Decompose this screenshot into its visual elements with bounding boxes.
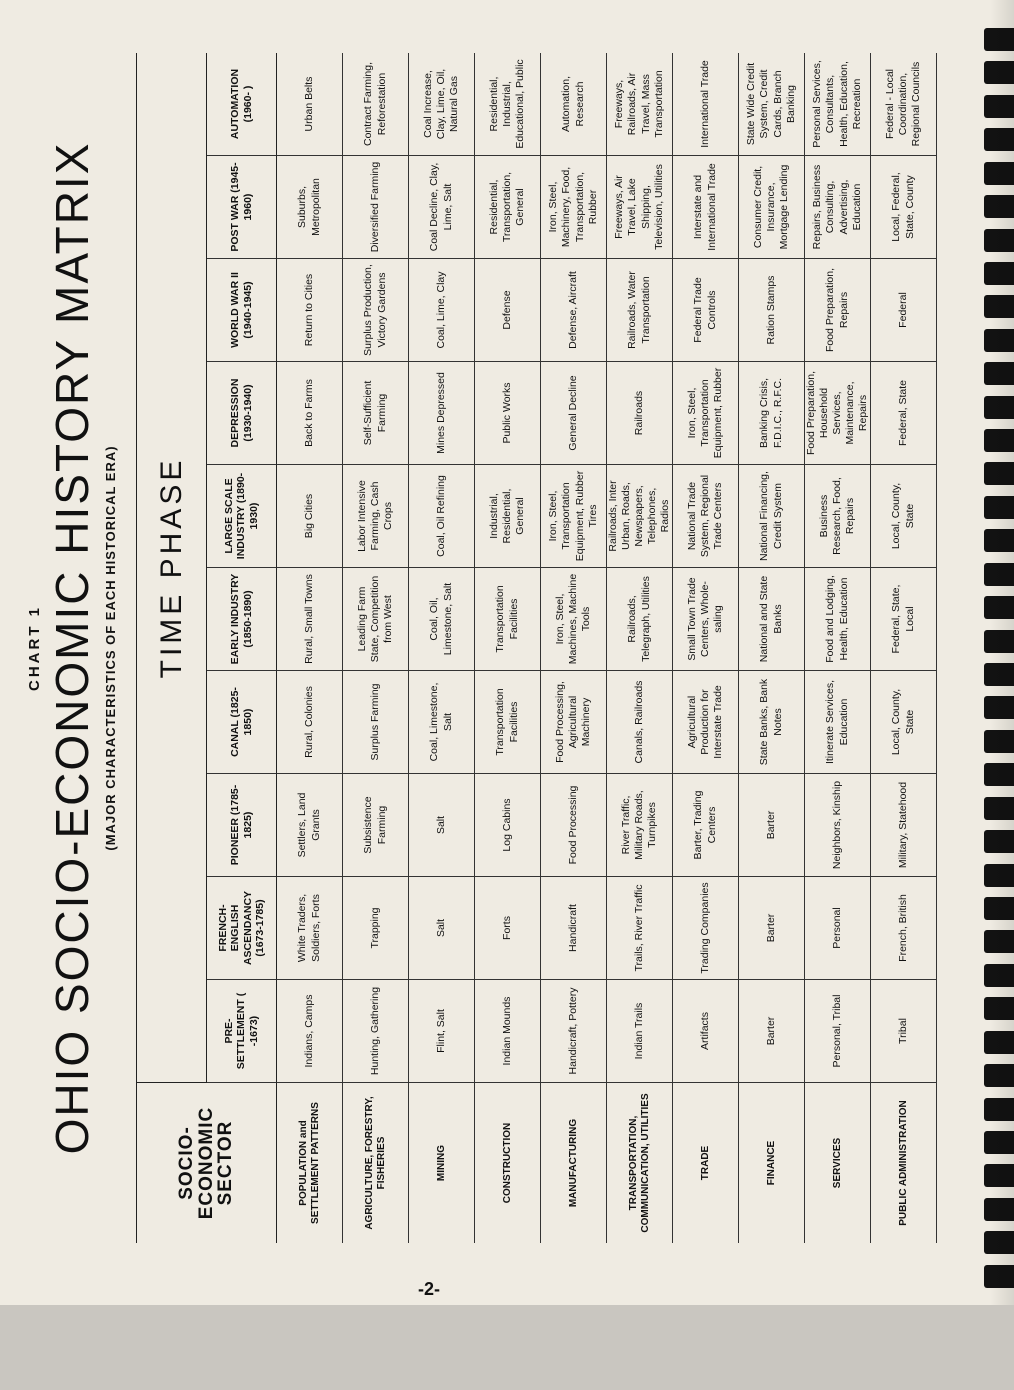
matrix-cell: Banking Crisis, F.D.I.C., R.F.C. bbox=[739, 362, 805, 465]
binding-ring bbox=[984, 1064, 1014, 1087]
matrix-cell: Urban Belts bbox=[277, 53, 343, 156]
matrix-cell: Railroads, Telegraph, Utilities bbox=[607, 568, 673, 671]
matrix-cell: Salt bbox=[409, 877, 475, 980]
matrix-cell: French, British bbox=[871, 877, 937, 980]
sector-row-header: AGRICULTURE, FORESTRY, FISHERIES bbox=[343, 1083, 409, 1243]
binding-ring bbox=[984, 429, 1014, 452]
sector-row-header: POPULATION and SETTLEMENT PATTERNS bbox=[277, 1083, 343, 1243]
matrix-cell: Coal, Lime, Clay bbox=[409, 259, 475, 362]
matrix-cell: Hunting, Gathering bbox=[343, 980, 409, 1083]
binding-ring bbox=[984, 229, 1014, 252]
chart-number: CHART 1 bbox=[26, 605, 43, 692]
matrix-cell: Interstate and International Trade bbox=[673, 156, 739, 259]
matrix-cell: Settlers, Land Grants bbox=[277, 774, 343, 877]
binding-ring bbox=[984, 830, 1014, 853]
matrix-cell: Return to Cities bbox=[277, 259, 343, 362]
history-matrix-table bbox=[136, 53, 937, 1243]
binding-ring bbox=[984, 1164, 1014, 1187]
matrix-cell: Trading Companies bbox=[673, 877, 739, 980]
matrix-cell: Neighbors, Kinship bbox=[805, 774, 871, 877]
matrix-cell: National and State Banks bbox=[739, 568, 805, 671]
matrix-cell: Federal bbox=[871, 259, 937, 362]
matrix-cell: Indian Mounds bbox=[475, 980, 541, 1083]
phase-header: LARGE SCALE INDUSTRY (1890-1930) bbox=[207, 465, 277, 568]
matrix-cell: Personal Services, Consultants, Health, Education, Recreation bbox=[805, 53, 871, 156]
matrix-cell: Handicraft, Pottery bbox=[541, 980, 607, 1083]
matrix-cell: Food Processing bbox=[541, 774, 607, 877]
matrix-cell: Federal, State bbox=[871, 362, 937, 465]
sector-row-header: CONSTRUCTION bbox=[475, 1083, 541, 1243]
binding-ring bbox=[984, 529, 1014, 552]
phase-header: CANAL (1825-1850) bbox=[207, 671, 277, 774]
sector-row-header: PUBLIC ADMINISTRATION bbox=[871, 1083, 937, 1243]
matrix-cell: Transportation Facilities bbox=[475, 568, 541, 671]
matrix-cell: Iron, Steel, Transportation Equipment, Rubber bbox=[673, 362, 739, 465]
matrix-cell: Agricultural Production for Interstate Trade bbox=[673, 671, 739, 774]
matrix-cell: Personal bbox=[805, 877, 871, 980]
page-title: OHIO SOCIO-ECONOMIC HISTORY MATRIX bbox=[46, 141, 98, 1155]
matrix-cell: General Decline bbox=[541, 362, 607, 465]
page-subtitle: (MAJOR CHARACTERISTICS OF EACH HISTORICAL ERA) bbox=[103, 445, 118, 851]
matrix-cell: Contract Farming, Reforestation bbox=[343, 53, 409, 156]
matrix-cell: Coal, Oil Refining bbox=[409, 465, 475, 568]
matrix-cell: Barter, Trading Centers bbox=[673, 774, 739, 877]
binding-ring bbox=[984, 462, 1014, 485]
binding-ring bbox=[984, 964, 1014, 987]
matrix-cell: Local, County, State bbox=[871, 671, 937, 774]
phase-header: POST WAR (1945-1960) bbox=[207, 156, 277, 259]
sector-row-header: TRADE bbox=[673, 1083, 739, 1243]
matrix-cell: Freeways, Railroads, Air Travel, Mass Transportation bbox=[607, 53, 673, 156]
matrix-cell: Artifacts bbox=[673, 980, 739, 1083]
binding-ring bbox=[984, 95, 1014, 118]
matrix-cell: Local, County, State bbox=[871, 465, 937, 568]
matrix-cell: Indian Trails bbox=[607, 980, 673, 1083]
matrix-cell: Coal Decline, Clay, Lime, Salt bbox=[409, 156, 475, 259]
binding-ring bbox=[984, 329, 1014, 352]
matrix-cell: Military, Statehood bbox=[871, 774, 937, 877]
binding-ring bbox=[984, 162, 1014, 185]
matrix-cell: Canals, Railroads bbox=[607, 671, 673, 774]
sector-row-header: FINANCE bbox=[739, 1083, 805, 1243]
matrix-cell: Rural, Small Towns bbox=[277, 568, 343, 671]
sector-row-header: SERVICES bbox=[805, 1083, 871, 1243]
matrix-cell: Public Works bbox=[475, 362, 541, 465]
matrix-cell: National Trade System, Regional Trade Centers bbox=[673, 465, 739, 568]
matrix-cell: Subsistence Farming bbox=[343, 774, 409, 877]
binding-ring bbox=[984, 663, 1014, 686]
matrix-cell: Trails, River Traffic bbox=[607, 877, 673, 980]
matrix-cell: Forts bbox=[475, 877, 541, 980]
matrix-cell: Surplus Production, Victory Gardens bbox=[343, 259, 409, 362]
binding-ring bbox=[984, 295, 1014, 318]
phase-header: PIONEER (1785-1825) bbox=[207, 774, 277, 877]
phase-header: AUTOMATION (1960- ) bbox=[207, 53, 277, 156]
binding-ring bbox=[984, 864, 1014, 887]
matrix-cell: Barter bbox=[739, 877, 805, 980]
matrix-cell: River Traffic, Military Roads, Turnpikes bbox=[607, 774, 673, 877]
sector-row-header: MANUFACTURING bbox=[541, 1083, 607, 1243]
matrix-cell: Mines Depressed bbox=[409, 362, 475, 465]
matrix-cell: Industrial, Residential, General bbox=[475, 465, 541, 568]
binding-ring bbox=[984, 1098, 1014, 1121]
matrix-cell: Indians, Camps bbox=[277, 980, 343, 1083]
matrix-cell: Local, Federal, State, County bbox=[871, 156, 937, 259]
page-number: -2- bbox=[418, 1279, 440, 1299]
binding-ring bbox=[984, 195, 1014, 218]
matrix-cell: Log Cabins bbox=[475, 774, 541, 877]
matrix-cell: National Financing, Credit System bbox=[739, 465, 805, 568]
binding-ring bbox=[984, 1265, 1014, 1288]
binding-ring bbox=[984, 630, 1014, 653]
matrix-cell: Transportation Facilities bbox=[475, 671, 541, 774]
binding-ring bbox=[984, 730, 1014, 753]
binding-ring bbox=[984, 1198, 1014, 1221]
matrix-cell: Barter bbox=[739, 980, 805, 1083]
binding-ring bbox=[984, 596, 1014, 619]
matrix-cell: International Trade bbox=[673, 53, 739, 156]
matrix-cell: Leading Farm State, Competition from West bbox=[343, 568, 409, 671]
sector-column-header: SOCIO-ECONOMIC SECTOR bbox=[137, 1083, 277, 1243]
sector-row-header: MINING bbox=[409, 1083, 475, 1243]
matrix-cell: Railroads, Water Transportation bbox=[607, 259, 673, 362]
binding-ring bbox=[984, 997, 1014, 1020]
matrix-cell: Big Cities bbox=[277, 465, 343, 568]
binding-ring bbox=[984, 696, 1014, 719]
matrix-cell: Railroads bbox=[607, 362, 673, 465]
matrix-cell: Salt bbox=[409, 774, 475, 877]
matrix-cell: Business Research, Food, Repairs bbox=[805, 465, 871, 568]
matrix-cell: Rural, Colonies bbox=[277, 671, 343, 774]
matrix-cell: Railroads, Inter Urban, Roads, Newspapers, Telephones, Radios bbox=[607, 465, 673, 568]
matrix-cell: Food Preparation, Repairs bbox=[805, 259, 871, 362]
matrix-cell: Coal, Limestone, Salt bbox=[409, 671, 475, 774]
matrix-cell: Coal Increase, Clay, Lime, Oil, Natural Gas bbox=[409, 53, 475, 156]
matrix-cell: Residential, Industrial, Educational, Public bbox=[475, 53, 541, 156]
rotated-chart-content bbox=[18, 13, 978, 1299]
matrix-cell: Freeways, Air Travel, Lake Shipping, Television, Utilities bbox=[607, 156, 673, 259]
matrix-cell: State Wide Credit System, Credit Cards, Branch Banking bbox=[739, 53, 805, 156]
matrix-cell: Food Preparation, Household Services, Maintenance, Repairs bbox=[805, 362, 871, 465]
sector-row-header: TRANSPORTATION, COMMUNICATION, UTILITIES bbox=[607, 1083, 673, 1243]
matrix-cell: Food Processing, Agricultural Machinery bbox=[541, 671, 607, 774]
matrix-cell: Iron, Steel, Machines, Machine Tools bbox=[541, 568, 607, 671]
matrix-cell: Defense bbox=[475, 259, 541, 362]
phase-header: EARLY INDUSTRY (1850-1890) bbox=[207, 568, 277, 671]
binding-ring bbox=[984, 930, 1014, 953]
matrix-cell: Suburbs, Metropolitan bbox=[277, 156, 343, 259]
matrix-cell: Consumer Credit, Insurance, Mortgage Lending bbox=[739, 156, 805, 259]
matrix-cell: Surplus Farming bbox=[343, 671, 409, 774]
matrix-cell: White Traders, Soldiers, Forts bbox=[277, 877, 343, 980]
time-phase-header: TIME PHASE bbox=[137, 53, 207, 1083]
binding-ring bbox=[984, 61, 1014, 84]
matrix-cell: Personal, Tribal bbox=[805, 980, 871, 1083]
matrix-cell: Trapping bbox=[343, 877, 409, 980]
matrix-cell: Food and Lodging, Health, Education bbox=[805, 568, 871, 671]
matrix-cell: Coal, Oil, Limestone, Salt bbox=[409, 568, 475, 671]
binding-ring bbox=[984, 897, 1014, 920]
binding-ring bbox=[984, 797, 1014, 820]
matrix-cell: Federal Trade Controls bbox=[673, 259, 739, 362]
matrix-cell: Automation, Research bbox=[541, 53, 607, 156]
binding-ring bbox=[984, 763, 1014, 786]
binding-ring bbox=[984, 563, 1014, 586]
matrix-cell: Labor Intensive Farming, Cash Crops bbox=[343, 465, 409, 568]
spiral-binding bbox=[984, 28, 1014, 1288]
title-block bbox=[18, 13, 128, 1283]
matrix-cell: Federal, State, Local bbox=[871, 568, 937, 671]
phase-header: DEPRESSION (1930-1940) bbox=[207, 362, 277, 465]
matrix-cell: State Banks, Bank Notes bbox=[739, 671, 805, 774]
binding-ring bbox=[984, 28, 1014, 51]
matrix-cell: Handicraft bbox=[541, 877, 607, 980]
matrix-cell: Back to Farms bbox=[277, 362, 343, 465]
matrix-cell: Iron, Steel, Machinery, Food, Transportation, Rubber bbox=[541, 156, 607, 259]
matrix-cell: Itinerate Services, Education bbox=[805, 671, 871, 774]
matrix-cell: Defense, Aircraft bbox=[541, 259, 607, 362]
phase-header: WORLD WAR II (1940-1945) bbox=[207, 259, 277, 362]
matrix-cell: Repairs, Business Consulting, Advertising, Education bbox=[805, 156, 871, 259]
phase-header: FRENCH-ENGLISH ASCENDANCY (1673-1785) bbox=[207, 877, 277, 980]
binding-ring bbox=[984, 396, 1014, 419]
binding-ring bbox=[984, 496, 1014, 519]
matrix-cell: Iron, Steel, Transportation Equipment, Rubber Tires bbox=[541, 465, 607, 568]
binding-ring bbox=[984, 128, 1014, 151]
matrix-cell: Federal - Local Coordination, Regional Councils bbox=[871, 53, 937, 156]
binding-ring bbox=[984, 1131, 1014, 1154]
binding-ring bbox=[984, 1231, 1014, 1254]
matrix-cell: Ration Stamps bbox=[739, 259, 805, 362]
matrix-cell: Diversified Farming bbox=[343, 156, 409, 259]
binding-ring bbox=[984, 1031, 1014, 1054]
matrix-cell: Barter bbox=[739, 774, 805, 877]
matrix-cell: Residential, Transportation, General bbox=[475, 156, 541, 259]
matrix-cell: Self-Sufficient Farming bbox=[343, 362, 409, 465]
matrix-cell: Tribal bbox=[871, 980, 937, 1083]
binding-ring bbox=[984, 362, 1014, 385]
phase-header: PRE-SETTLEMENT ( -1673) bbox=[207, 980, 277, 1083]
binding-ring bbox=[984, 262, 1014, 285]
matrix-cell: Flint, Salt bbox=[409, 980, 475, 1083]
matrix-cell: Small Town Trade Centers, Whole-saling bbox=[673, 568, 739, 671]
